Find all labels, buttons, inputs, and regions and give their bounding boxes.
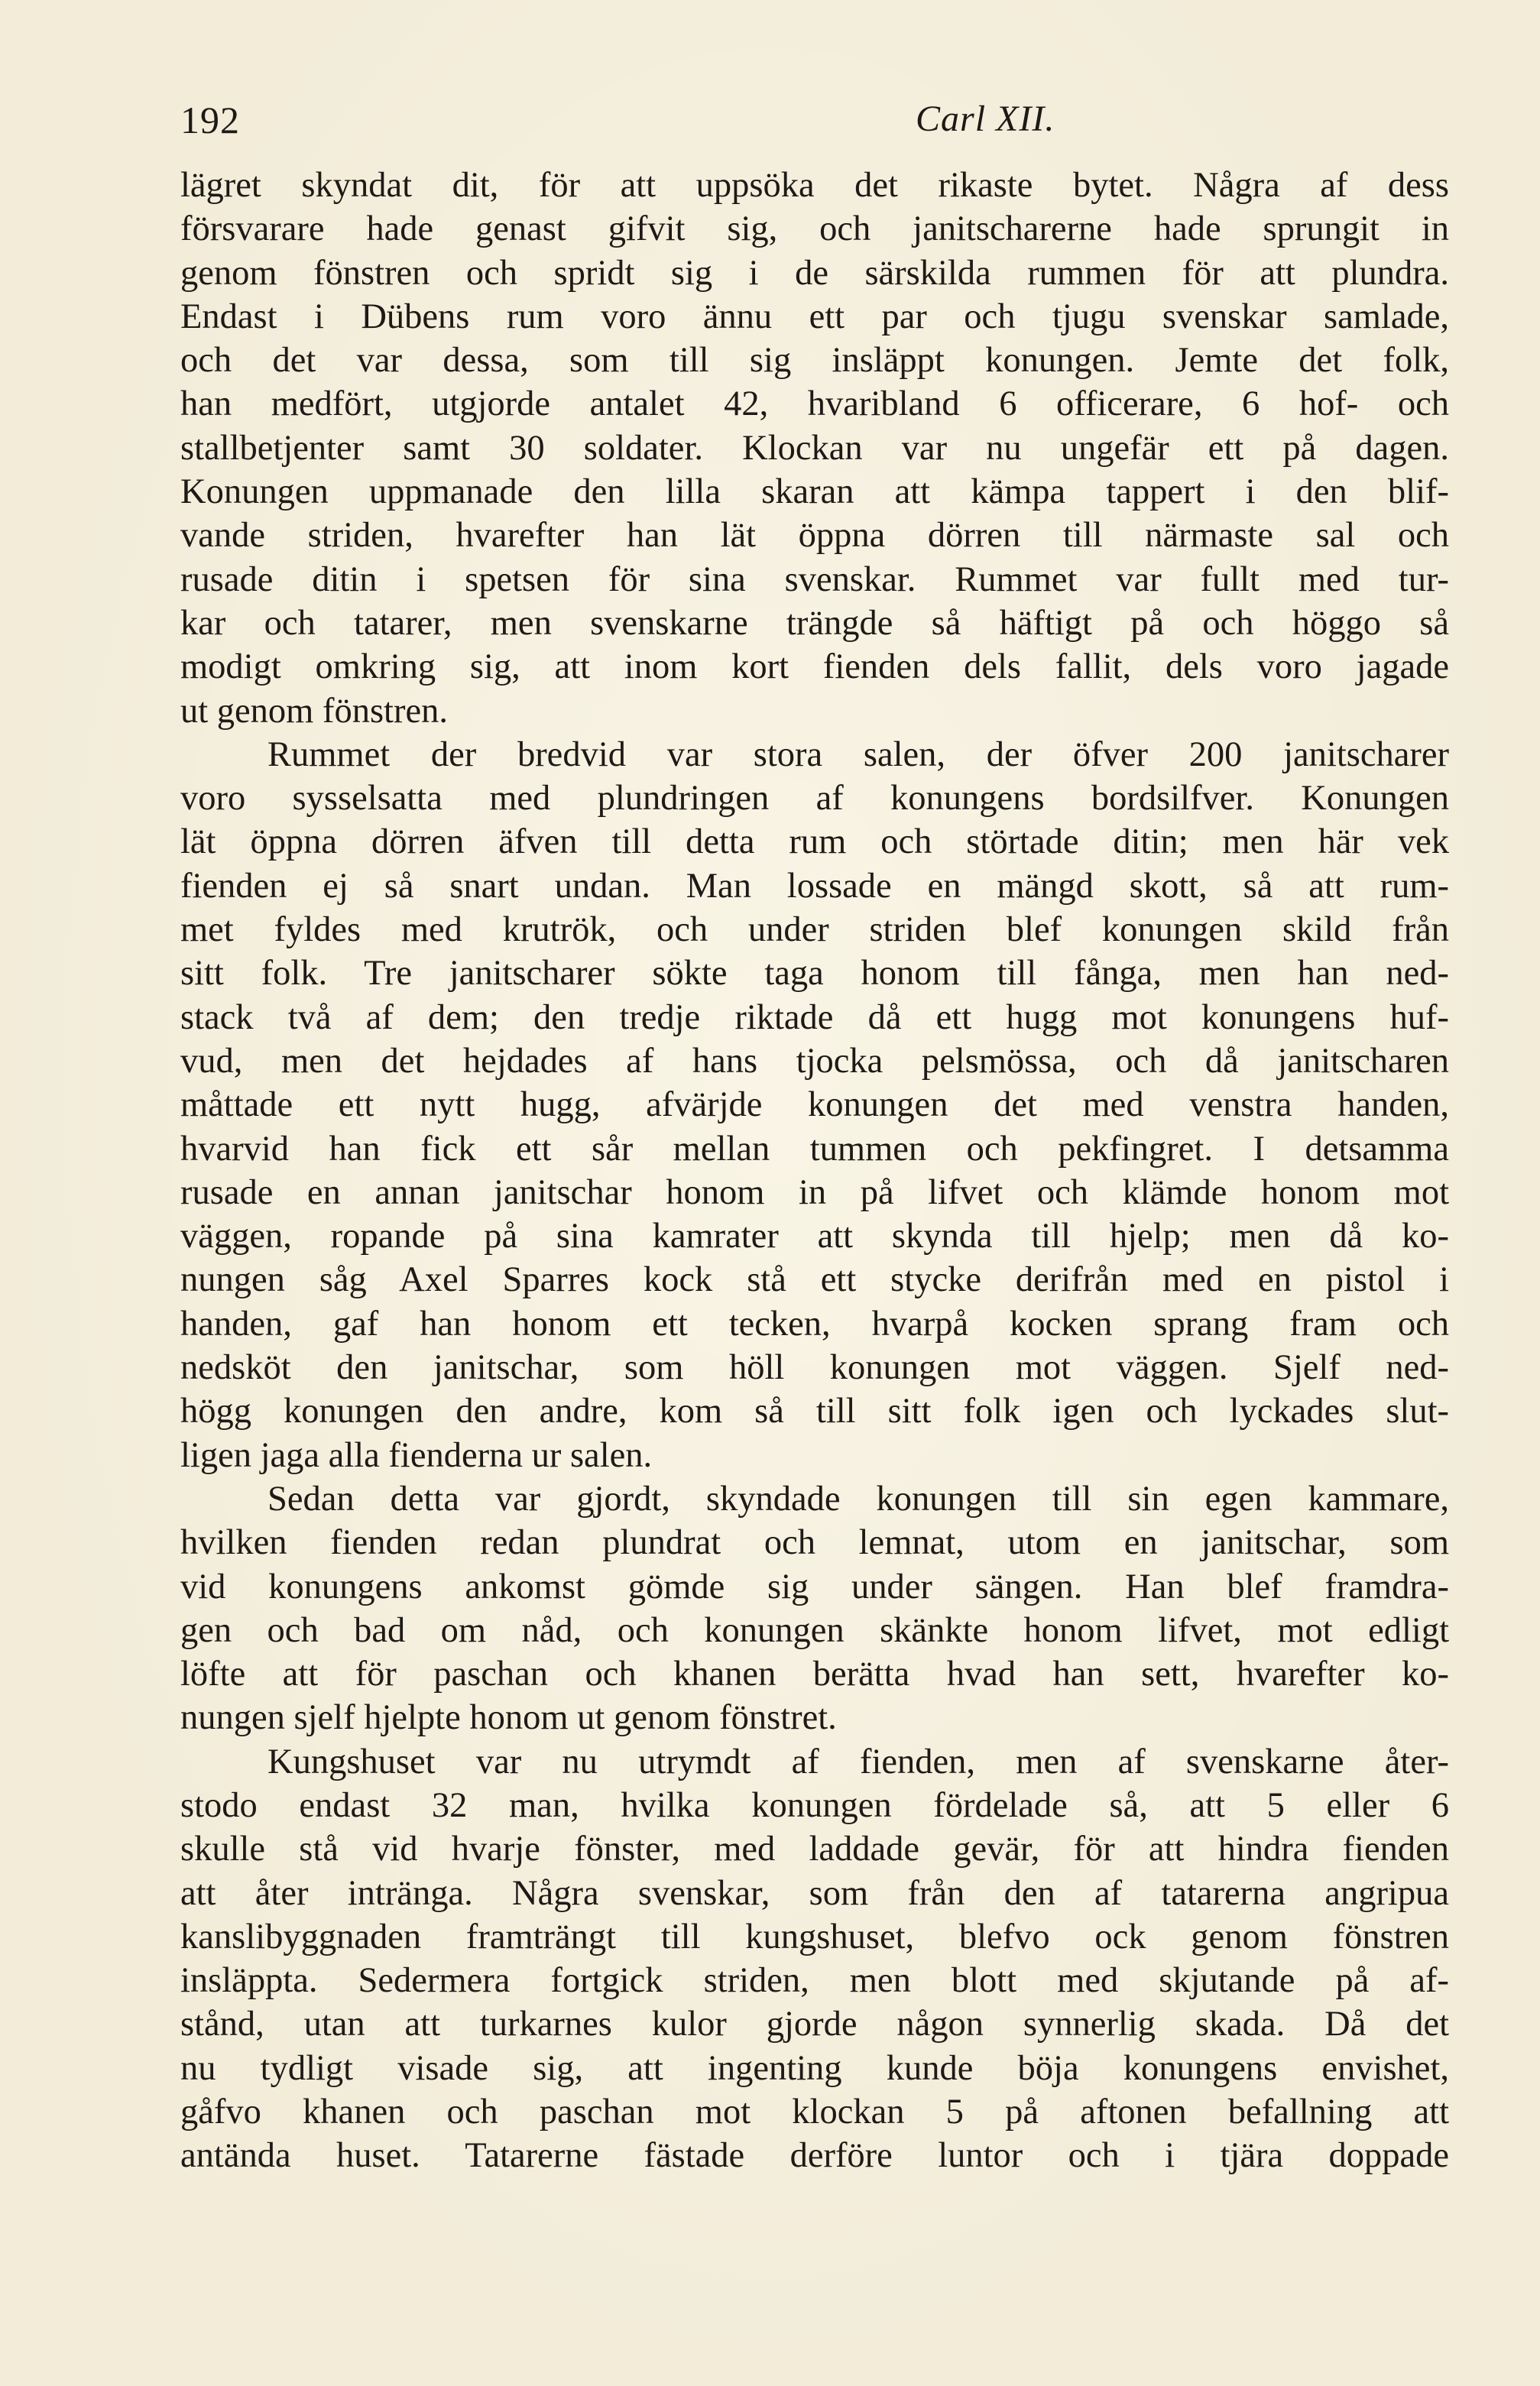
text-line-content: gen och bad om nåd, och konungen skänkte honom lifvet, mot edligt — [180, 1610, 1449, 1650]
text-line-content: Kungshuset var nu utrymdt af fienden, men af svenskarne åter- — [267, 1742, 1449, 1781]
text-line-content: ligen jaga alla fienderna ur salen. — [180, 1435, 653, 1475]
text-line-content: lägret skyndat dit, för att uppsöka det rikaste bytet. Några af dess — [180, 166, 1449, 205]
text-line-content: sitt folk. Tre janitscharer sökte taga honom till fånga, men han ned- — [180, 954, 1449, 994]
text-line — [180, 1039, 1449, 1083]
text-line — [180, 1214, 1449, 1258]
text-line — [180, 251, 1449, 295]
text-line — [180, 601, 1449, 645]
text-line — [180, 996, 1449, 1039]
text-line-content: rusade ditin i spetsen för sina svenskar. Rummet var fullt med tur- — [180, 559, 1449, 599]
text-line-content: högg konungen den andre, kom så till sitt folk igen och lyckades slut- — [180, 1392, 1449, 1431]
text-line — [180, 864, 1449, 908]
text-line-content: att åter inträngа. Några svenskar, som från den af tatarerna angripua — [180, 1873, 1449, 1913]
text-line-content: skulle stå vid hvarje fönster, med laddade gevär, för att hindra fienden — [180, 1830, 1449, 1869]
text-line-content: han medfört, utgjorde antalet 42, hvaribland 6 officerare, 6 hof- och — [180, 384, 1449, 424]
text-line — [180, 426, 1449, 470]
text-line — [180, 1652, 1449, 1696]
text-line — [180, 1434, 1449, 1477]
text-line-content: Konungen uppmanade den lilla skaran att kämpa tappert i den blif- — [180, 472, 1449, 512]
text-line-content: Rummet der bredvid var stora salen, der öfver 200 janitscharer — [267, 734, 1449, 774]
text-line — [180, 514, 1449, 557]
text-line — [180, 2047, 1449, 2090]
text-line — [180, 382, 1449, 426]
text-line-content: rusade en annan janitschar honom in på lifvet och klämde honom mot — [180, 1172, 1449, 1212]
text-line-content: gåfvo khanen och paschan mot klockan 5 på aftonen befallning att — [180, 2093, 1449, 2132]
text-line-content: måttade ett nytt hugg, afvärjde konungen det med venstra handen, — [180, 1085, 1449, 1125]
text-line-content: nungen såg Axel Sparres kock stå ett stycke derifrån med en pistol i — [180, 1260, 1449, 1300]
text-line-content: försvarare hade genast gifvit sig, och janitscharerne hade sprungit in — [180, 209, 1449, 249]
text-line-content: hvilken fienden redan plundrat och lemnat, utom en janitschar, som — [180, 1523, 1449, 1563]
text-line — [180, 470, 1449, 514]
text-line-content: stånd, utan att turkarnes kulor gjorde någon synnerlig skada. Då det — [180, 2005, 1449, 2044]
text-line — [180, 908, 1449, 951]
text-line-content: ut genom fönstren. — [180, 691, 448, 731]
text-line — [180, 1346, 1449, 1389]
text-line-content: hvarvid han fick ett sår mellan tummen och pekfingret. I detsamma — [180, 1129, 1449, 1169]
text-line — [180, 1302, 1449, 1346]
text-line — [180, 1127, 1449, 1171]
text-line-content: met fyldes med krutrök, och under striden blef konungen skild från — [180, 910, 1449, 950]
text-line — [180, 1609, 1449, 1652]
text-line — [180, 1696, 1449, 1739]
text-line-content: stallbetjenter samt 30 soldater. Klockan var nu ungefär ett på dagen. — [180, 428, 1449, 468]
text-line — [180, 1477, 1449, 1521]
text-line-content: handen, gaf han honom ett tecken, hvarpå kocken sprang fram och — [180, 1304, 1449, 1344]
text-line — [180, 164, 1449, 207]
text-line — [180, 1784, 1449, 1827]
text-line-content: nedsköt den janitschar, som höll konungen mot väggen. Sjelf ned- — [180, 1348, 1449, 1388]
text-line — [180, 645, 1449, 689]
text-line-content: Sedan detta var gjordt, skyndade konungen till sin egen kammare, — [267, 1479, 1449, 1519]
text-line-content: och det var dessa, som till sig insläppt konungen. Jemte det folk, — [180, 341, 1449, 381]
text-line-content: stack två af dem; den tredje riktade då ett hugg mot konungens huf- — [180, 997, 1449, 1037]
text-line-content: vud, men det hejdades af hans tjocka pelsmössa, och då janitscharen — [180, 1041, 1449, 1081]
text-line-content: kanslibyggnaden framträngt till kungshuset, blefvo ock genom fönstren — [180, 1917, 1449, 1956]
text-line — [180, 2134, 1449, 2177]
text-line-content: stodo endast 32 man, hvilka konungen fördelade så, att 5 eller 6 — [180, 1785, 1449, 1825]
text-line — [180, 689, 1449, 733]
text-line — [180, 733, 1449, 776]
running-title: Carl XII. — [916, 99, 1055, 139]
text-line-content: kar och tatarer, men svenskarne trängde så häftigt på och höggo så — [180, 603, 1449, 643]
text-line — [180, 820, 1449, 864]
text-line-content: nu tydligt visade sig, att ingenting kunde böja konungens envishet, — [180, 2048, 1449, 2088]
text-line — [180, 207, 1449, 251]
text-line-content: nungen sjelf hjelpte honom ut genom fönstret. — [180, 1698, 837, 1738]
text-line — [180, 1083, 1449, 1127]
body-text — [180, 164, 1449, 2178]
text-line-content: lät öppna dörren äfven till detta rum och störtade ditin; men här vek — [180, 822, 1449, 862]
text-line-content: antända huset. Tatarerne fästade derföre luntor och i tjära doppade — [180, 2136, 1449, 2176]
text-line — [180, 1827, 1449, 1871]
text-line — [180, 339, 1449, 382]
text-line-content: vid konungens ankomst gömde sig under sängen. Han blef framdra- — [180, 1567, 1449, 1606]
text-line-content: Endast i Dübens rum voro ännu ett par och tjugu svenskar samlade, — [180, 297, 1449, 336]
text-line — [180, 1915, 1449, 1959]
text-line — [180, 558, 1449, 601]
text-line — [180, 1521, 1449, 1564]
page-number: 192 — [180, 99, 240, 141]
text-line-content: väggen, ropande på sina kamrater att skynda till hjelp; men då ko- — [180, 1217, 1449, 1256]
text-line-content: vande striden, hvarefter han lät öppna dörren till närmaste sal och — [180, 516, 1449, 556]
text-line-content: insläppta. Sedermera fortgick striden, men blott med skjutande på af- — [180, 1961, 1449, 2001]
text-line-content: fienden ej så snart undan. Man lossade en mängd skott, så att rum- — [180, 866, 1449, 906]
text-line — [180, 1565, 1449, 1609]
text-line — [180, 2002, 1449, 2046]
text-line — [180, 1740, 1449, 1784]
text-line-content: voro sysselsatta med plundringen af konungens bordsilfver. Konungen — [180, 779, 1449, 819]
text-line — [180, 951, 1449, 995]
text-line — [180, 295, 1449, 339]
text-line — [180, 776, 1449, 820]
text-line — [180, 1171, 1449, 1214]
text-line — [180, 2090, 1449, 2134]
text-line — [180, 1959, 1449, 2002]
text-line-content: modigt omkring sig, att inom kort fienden dels fallit, dels voro jagade — [180, 647, 1449, 687]
text-line-content: löfte att för paschan och khanen berätta hvad han sett, hvarefter ko- — [180, 1655, 1449, 1694]
running-head — [180, 98, 1449, 151]
text-line — [180, 1389, 1449, 1433]
text-line — [180, 1872, 1449, 1915]
text-line — [180, 1258, 1449, 1302]
text-line-content: genom fönstren och spridt sig i de särskilda rummen för att plundra. — [180, 253, 1449, 293]
